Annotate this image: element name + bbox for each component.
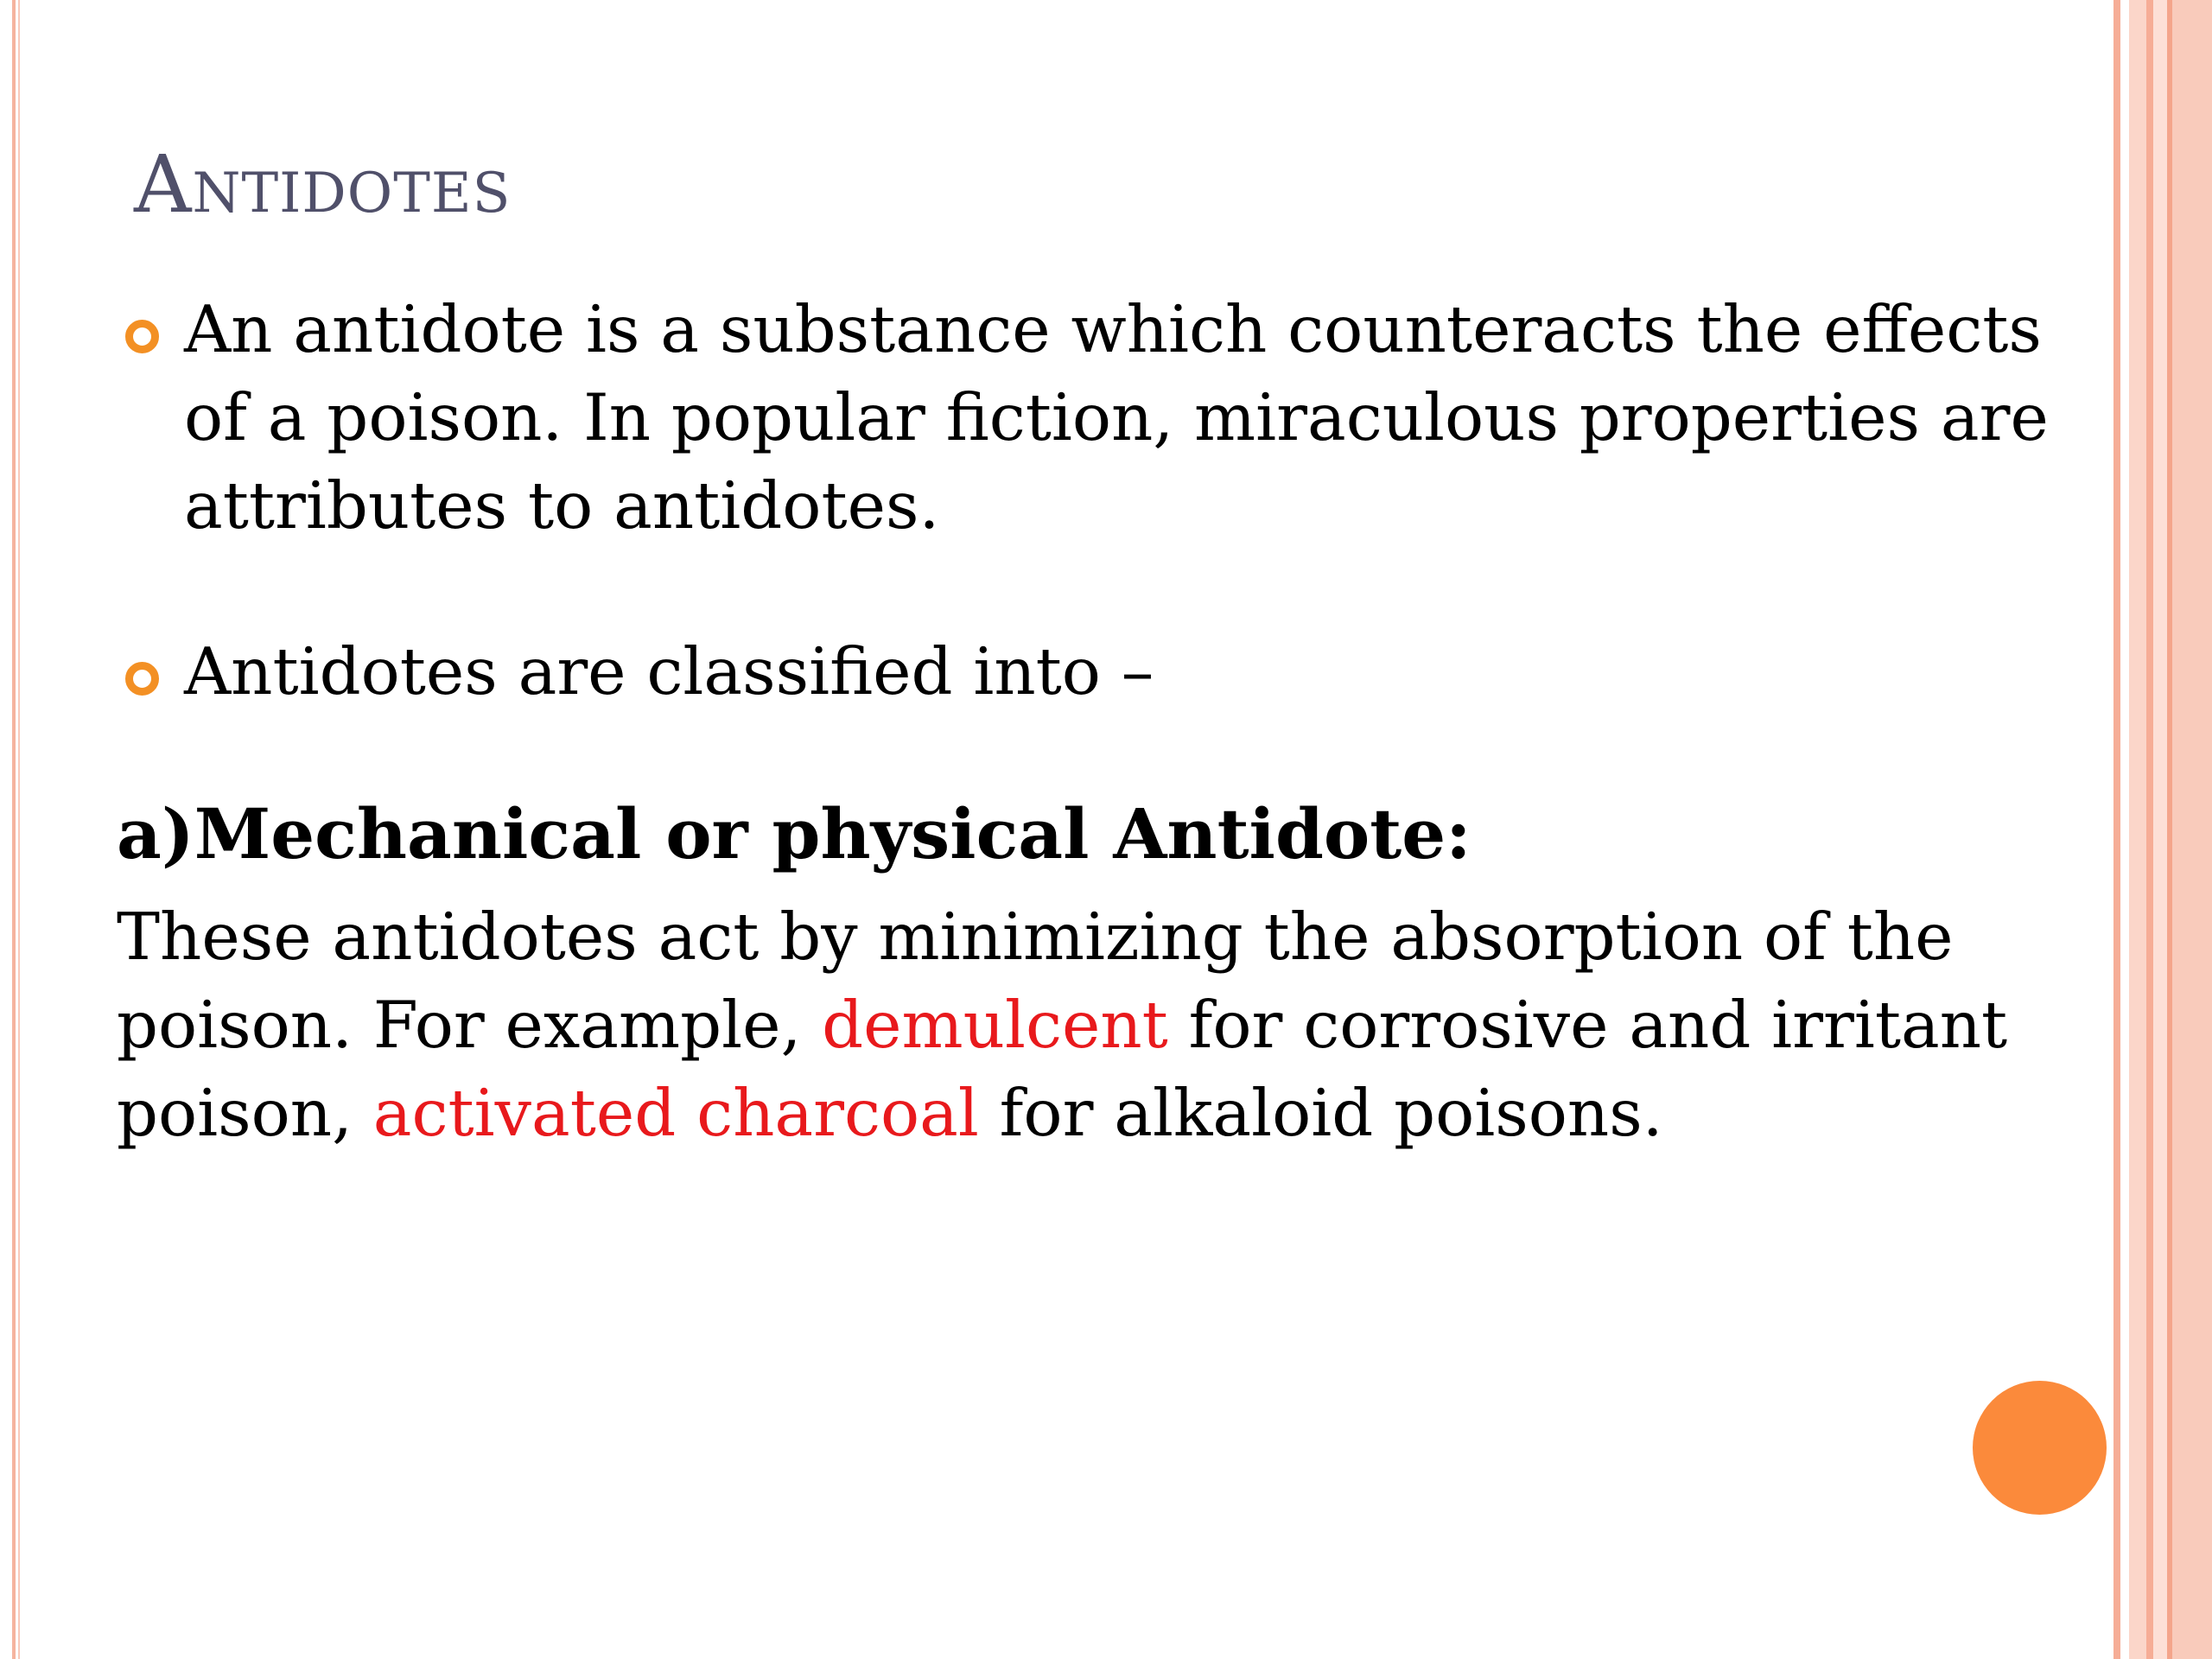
right-border-stripe <box>2129 0 2146 1659</box>
right-border-stripe <box>2172 0 2212 1659</box>
section-paragraph <box>117 893 2069 1157</box>
bullet-text: Antidotes are classified into – <box>184 633 1154 709</box>
right-border-gap <box>2120 0 2129 1659</box>
slide-content <box>117 285 2061 715</box>
right-border-stripe <box>2153 0 2167 1659</box>
right-border-decoration <box>2108 0 2212 1659</box>
right-border-stripe <box>2146 0 2153 1659</box>
bullet-item-classification <box>117 627 2061 715</box>
bullet-item-definition <box>117 285 2061 550</box>
highlight-activated-charcoal: activated charcoal <box>372 1075 979 1151</box>
slide-title: Antidotes <box>134 138 512 231</box>
paragraph-text: for alkaloid poisons. <box>978 1075 1663 1151</box>
bullet-text: An antidote is a substance which counteracts the effects of a poison. In popular fiction, miraculous properties are attributes to antidotes. <box>184 291 2049 543</box>
paragraph-text: These antidotes act by minimizing the absorption of the poison. For example, <box>117 899 1954 1063</box>
paragraph-text: for corrosive and irritant poison, <box>117 987 2008 1151</box>
left-border-stripe <box>18 0 20 1659</box>
right-border-stripe <box>2113 0 2120 1659</box>
hollow-circle-bullet-icon <box>125 320 159 353</box>
left-border-decoration <box>0 0 26 1659</box>
hollow-circle-bullet-icon <box>125 662 159 696</box>
section-block <box>117 782 2069 1157</box>
orange-circle-decoration <box>1973 1381 2107 1515</box>
left-border-stripe <box>12 0 16 1659</box>
highlight-demulcent: demulcent <box>822 987 1168 1063</box>
section-heading: a)Mechanical or physical Antidote: <box>117 793 1471 874</box>
